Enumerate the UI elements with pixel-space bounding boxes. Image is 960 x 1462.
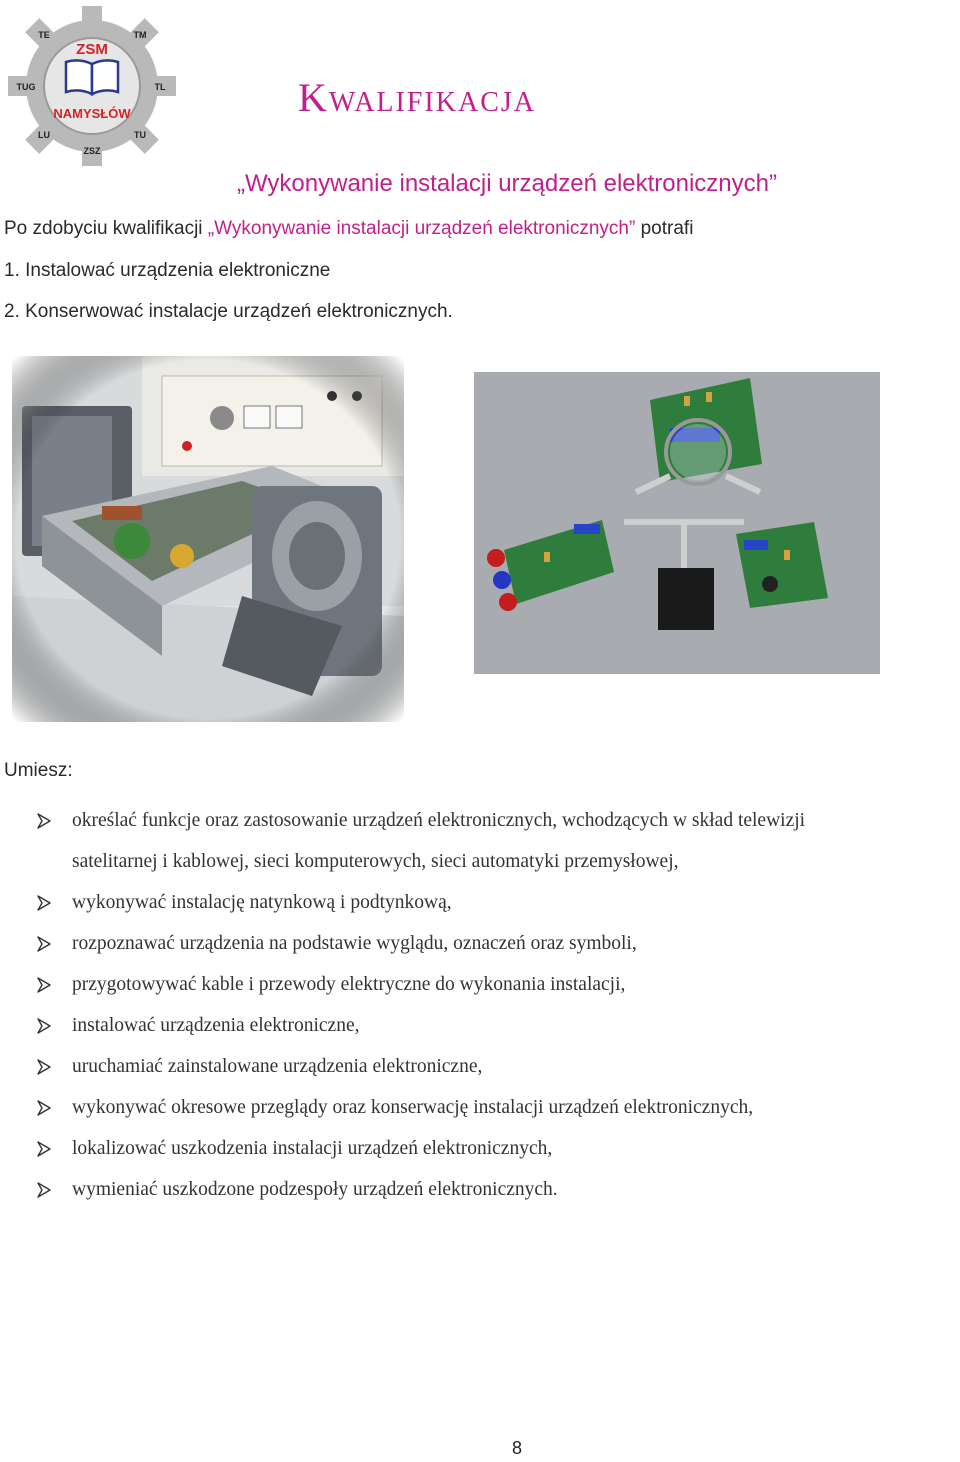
skill-item: [0, 1005, 960, 1046]
skills-label: Umiesz:: [4, 760, 73, 781]
book-icon: [66, 60, 118, 94]
skill-text: instalować urządzenia elektroniczne,: [72, 1015, 360, 1036]
arrow-bullet-icon: [36, 895, 52, 911]
skills-list: [0, 800, 960, 1210]
page-number: 8: [511, 1438, 522, 1458]
skill-text: lokalizować uszkodzenia instalacji urządzeń elektronicznych,: [72, 1138, 553, 1159]
numbered-item-2: 2. Konserwować instalacje urządzeń elektronicznych.: [4, 301, 453, 322]
intro-line: [4, 218, 693, 240]
arrow-bullet-icon: [36, 1059, 52, 1075]
skill-item: [0, 923, 960, 964]
logo-corner-tu: TU: [134, 130, 146, 140]
intro-highlight: „Wykonywanie instalacji urządzeń elektronicznych”: [207, 218, 636, 239]
logo-corner-zsz: ZSZ: [83, 146, 101, 156]
skill-item: [0, 964, 960, 1005]
skill-text-continued: satelitarnej i kablowej, sieci komputerowych, sieci automatyki przemysłowej,: [72, 851, 679, 872]
numbered-item-1: 1. Instalować urządzenia elektroniczne: [4, 260, 331, 281]
school-logo: [4, 4, 180, 166]
qualification-subtitle: „Wykonywanie instalacji urządzeń elektronicznych”: [236, 170, 777, 197]
skill-text: wykonywać okresowe przeglądy oraz konserwację instalacji urządzeń elektronicznych,: [72, 1097, 754, 1118]
page-title: Kwalifikacja: [298, 75, 536, 120]
skill-item: [0, 1087, 960, 1128]
skill-item: [0, 1046, 960, 1087]
skill-text: przygotowywać kable i przewody elektryczne do wykonania instalacji,: [72, 974, 626, 995]
arrow-bullet-icon: [36, 936, 52, 952]
skill-text: rozpoznawać urządzenia na podstawie wyglądu, oznaczeń oraz symboli,: [72, 933, 637, 954]
logo-corner-te: TE: [38, 30, 50, 40]
arrow-bullet-icon: [36, 813, 52, 829]
logo-center-text: ZSM: [76, 41, 108, 58]
intro-suffix: potrafi: [635, 218, 694, 239]
skill-text: uruchamiać zainstalowane urządzenia elektroniczne,: [72, 1056, 483, 1077]
logo-corner-tm: TM: [133, 30, 147, 40]
arrow-bullet-icon: [36, 1018, 52, 1034]
skill-text: określać funkcje oraz zastosowanie urządzeń elektronicznych, wchodzących w skład telewizji: [72, 810, 806, 831]
skill-item: [0, 1128, 960, 1169]
arrow-bullet-icon: [36, 1141, 52, 1157]
photo-electronics-workshop: [12, 356, 404, 722]
skill-item: [0, 800, 960, 882]
logo-corner-tug: TUG: [16, 82, 36, 92]
skill-text: wymieniać uszkodzone podzespoły urządzeń elektronicznych.: [72, 1179, 558, 1200]
photo-circuit-boards: [474, 372, 880, 674]
logo-corner-lu: LU: [38, 130, 50, 140]
intro-prefix: Po zdobyciu kwalifikacji: [4, 218, 208, 239]
skill-item: [0, 1169, 960, 1210]
arrow-bullet-icon: [36, 977, 52, 993]
arrow-bullet-icon: [36, 1182, 52, 1198]
arrow-bullet-icon: [36, 1100, 52, 1116]
logo-bottom-text: NAMYSŁÓW: [53, 106, 131, 121]
skill-text: wykonywać instalację natynkową i podtynkową,: [72, 892, 452, 913]
logo-corner-tl: TL: [154, 82, 166, 92]
skill-item: [0, 882, 960, 923]
